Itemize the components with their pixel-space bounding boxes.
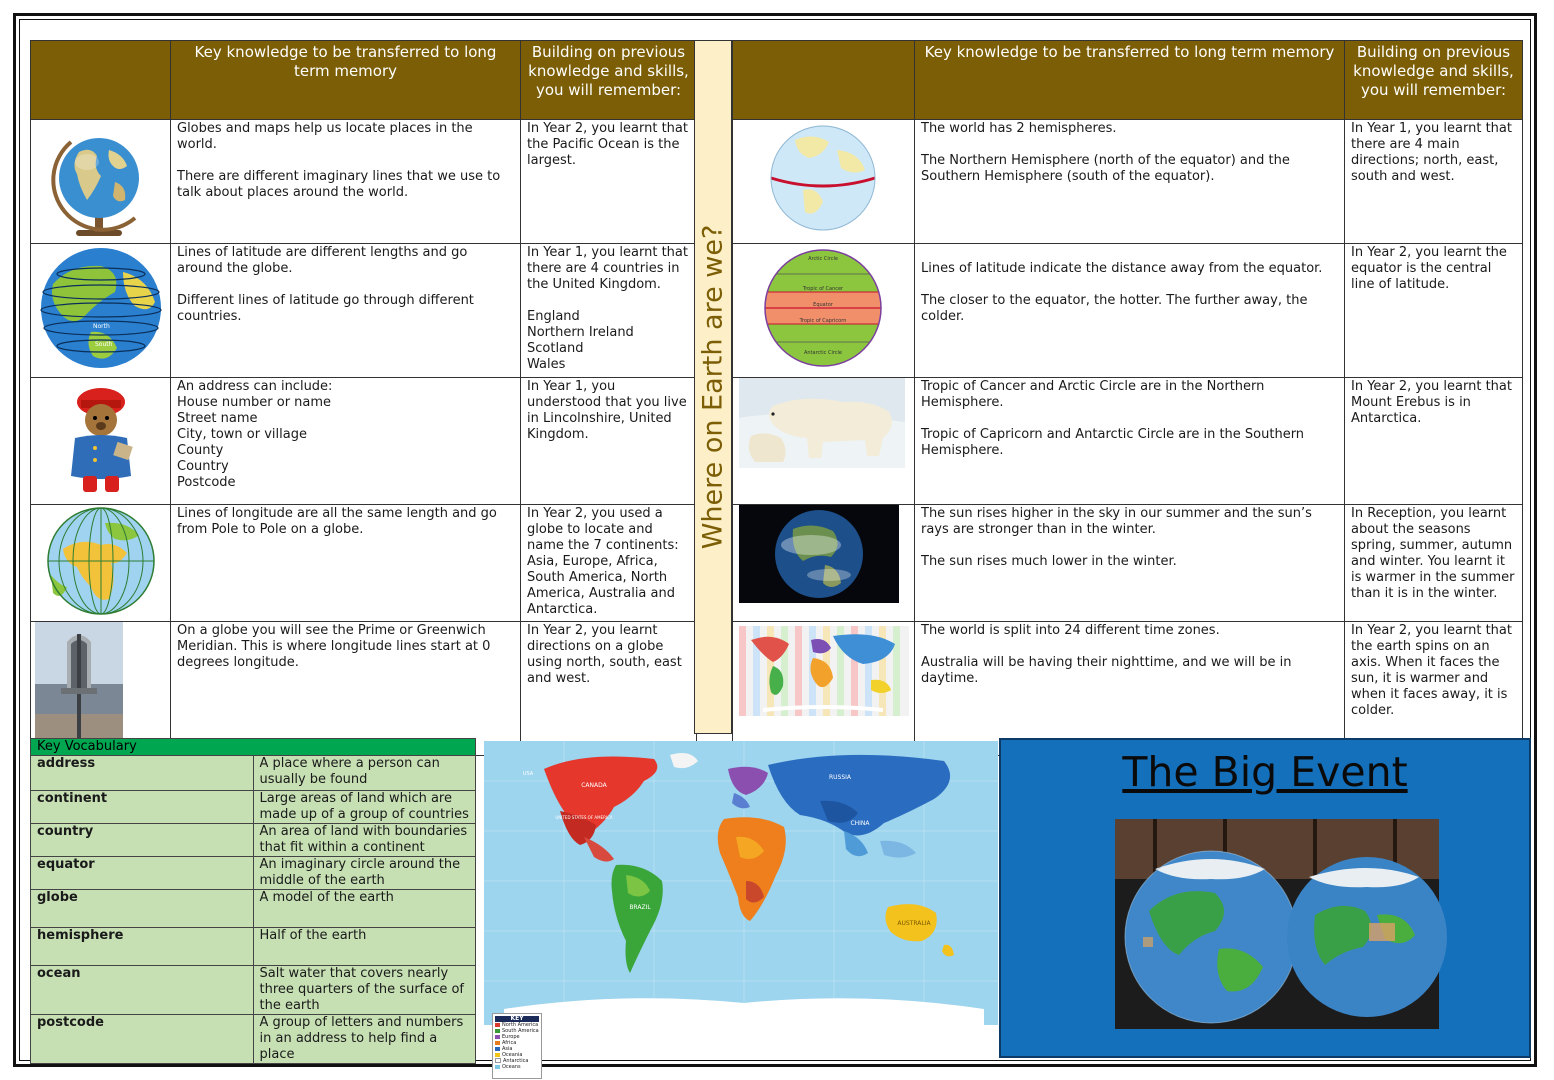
topic-title: Where on Earth are we? (697, 224, 729, 550)
paper-mache-globes-photo (1115, 819, 1439, 1029)
swatch-south-america (495, 1029, 500, 1033)
vocab-definition: Large areas of land which are made up of a group of countries (253, 791, 476, 824)
previous-cell: In Year 1, you learnt that there are 4 countries in the United Kingdom. England Northern Ireland Scotland Wales (521, 244, 697, 378)
latitude-lines-diagram (733, 244, 915, 378)
map-key (492, 1013, 542, 1079)
swatch-oceania (495, 1053, 500, 1057)
previous-cell: In Year 2, you learnt that the Pacific Ocean is the largest. (521, 120, 697, 244)
knowledge-cell: Lines of latitude indicate the distance away from the equator. The closer to the equator, the hotter. The further away, the colder. (915, 244, 1345, 378)
knowledge-cell: The world is split into 24 different time zones. Australia will be having their nighttime, and we will be in daytime. (915, 622, 1345, 756)
map-key-item: North America (495, 1022, 539, 1028)
svg-text:CHINA: CHINA (850, 820, 870, 827)
map-key-item: South America (495, 1028, 539, 1034)
swatch-oceans (495, 1065, 500, 1069)
knowledge-cell: Tropic of Cancer and Arctic Circle are in the Northern Hemisphere. Tropic of Capricorn and Antarctic Circle are in the Southern Hemisphere. (915, 378, 1345, 505)
polar-bears-image (733, 378, 915, 505)
svg-text:South: South (95, 341, 113, 348)
vocab-term: country (31, 824, 254, 857)
prime-meridian-monument-image (31, 622, 171, 756)
world-map (484, 741, 998, 1070)
map-key-item: Oceania (495, 1052, 539, 1058)
knowledge-cell: The sun rises higher in the sky in our summer and the sun’s rays are stronger than in the winter. The sun rises much lower in the winter. (915, 505, 1345, 622)
previous-cell: In Year 2, you learnt directions on a globe using north, south, east and west. (521, 622, 697, 756)
vocab-term: globe (31, 890, 254, 928)
knowledge-cell: The world has 2 hemispheres. The Northern Hemisphere (north of the equator) and the Southern Hemisphere (south of the equator). (915, 120, 1345, 244)
vocab-definition: A place where a person can usually be found (253, 756, 476, 791)
latitude-globe-image (31, 244, 171, 378)
svg-text:Tropic of Capricorn: Tropic of Capricorn (799, 318, 847, 324)
vocab-definition: A group of letters and numbers in an address to help find a place (253, 1015, 476, 1064)
swatch-asia (495, 1047, 500, 1051)
previous-header: Building on previous knowledge and skills, you will remember: (1345, 41, 1523, 120)
longitude-globe-image (31, 505, 171, 622)
map-key-title: KEY (495, 1016, 539, 1022)
swatch-europe (495, 1035, 500, 1039)
image-header (733, 41, 915, 120)
map-key-item: Africa (495, 1040, 539, 1046)
previous-cell: In Year 2, you learnt that Mount Erebus is in Antarctica. (1345, 378, 1523, 505)
knowledge-cell: Lines of latitude are different lengths and go around the globe. Different lines of latitude go through different countries. (171, 244, 521, 378)
knowledge-table-right (732, 40, 1523, 756)
time-zone-map-image (733, 622, 915, 756)
vocab-definition: Salt water that covers nearly three quarters of the surface of the earth (253, 966, 476, 1015)
svg-text:RUSSIA: RUSSIA (828, 774, 852, 781)
swatch-north-america (495, 1023, 500, 1027)
svg-text:Tropic of Cancer: Tropic of Cancer (802, 286, 844, 292)
big-event-title: The Big Event (1122, 748, 1408, 796)
vocab-definition: Half of the earth (253, 928, 476, 966)
previous-cell: In Year 2, you learnt the equator is the central line of latitude. (1345, 244, 1523, 378)
previous-cell: In Year 2, you learnt that the earth spins on an axis. When it faces the sun, it is warmer and when it faces away, it is colder. (1345, 622, 1523, 756)
vocab-term: continent (31, 791, 254, 824)
vocab-term: equator (31, 857, 254, 890)
vocabulary-title: Key Vocabulary (31, 739, 476, 756)
vocab-definition: An imaginary circle around the middle of the earth (253, 857, 476, 890)
vocab-term: hemisphere (31, 928, 254, 966)
knowledge-cell: On a globe you will see the Prime or Greenwich Meridian. This is where longitude lines start at 0 degrees longitude. (171, 622, 521, 756)
globe-on-stand-image (31, 120, 171, 244)
hemispheres-globe-image (733, 120, 915, 244)
knowledge-cell: An address can include: House number or name Street name City, town or village County Country Postcode (171, 378, 521, 505)
previous-cell: In Year 1, you understood that you live in Lincolnshire, United Kingdom. (521, 378, 697, 505)
svg-text:Equator: Equator (813, 302, 833, 308)
swatch-africa (495, 1041, 500, 1045)
knowledge-cell: Globes and maps help us locate places in the world. There are different imaginary lines that we use to talk about places around the world. (171, 120, 521, 244)
svg-text:UNITED STATES OF AMERICA: UNITED STATES OF AMERICA (555, 815, 613, 820)
knowledge-cell: Lines of longitude are all the same length and go from Pole to Pole on a globe. (171, 505, 521, 622)
previous-cell: In Year 2, you used a globe to locate and name the 7 continents: Asia, Europe, Africa, South America, North America, Australia and Antarctica. (521, 505, 697, 622)
map-key-item: Asia (495, 1046, 539, 1052)
svg-text:North: North (93, 323, 110, 330)
knowledge-header: Key knowledge to be transferred to long term memory (915, 41, 1345, 120)
vocab-term: address (31, 756, 254, 791)
vocab-term: postcode (31, 1015, 254, 1064)
map-key-item: Oceans (495, 1064, 539, 1070)
vocabulary-table (30, 738, 476, 1064)
previous-cell: In Reception, you learnt about the seasons spring, summer, autumn and winter. You learnt it is warmer in the summer than it is in the winter. (1345, 505, 1523, 622)
svg-text:USA: USA (522, 771, 534, 777)
topic-banner (694, 40, 732, 734)
svg-text:Arctic Circle: Arctic Circle (808, 256, 838, 262)
paddington-bear-image (31, 378, 171, 505)
svg-text:CANADA: CANADA (581, 782, 607, 789)
map-key-item: Europe (495, 1034, 539, 1040)
svg-text:BRAZIL: BRAZIL (629, 904, 651, 911)
svg-text:AUSTRALIA: AUSTRALIA (897, 920, 931, 927)
svg-text:Antarctic Circle: Antarctic Circle (803, 350, 843, 356)
knowledge-table-left (30, 40, 697, 756)
previous-cell: In Year 1, you learnt that there are 4 main directions; north, east, south and west. (1345, 120, 1523, 244)
knowledge-header: Key knowledge to be transferred to long term memory (171, 41, 521, 120)
map-key-item: Antarctica (495, 1058, 539, 1064)
big-event-panel (999, 738, 1531, 1058)
vocab-definition: A model of the earth (253, 890, 476, 928)
previous-header: Building on previous knowledge and skills, you will remember: (521, 41, 697, 120)
vocab-term: ocean (31, 966, 254, 1015)
vocab-definition: An area of land with boundaries that fit within a continent (253, 824, 476, 857)
image-header (31, 41, 171, 120)
swatch-antarctica (495, 1058, 501, 1063)
earth-from-space-image (733, 505, 915, 622)
